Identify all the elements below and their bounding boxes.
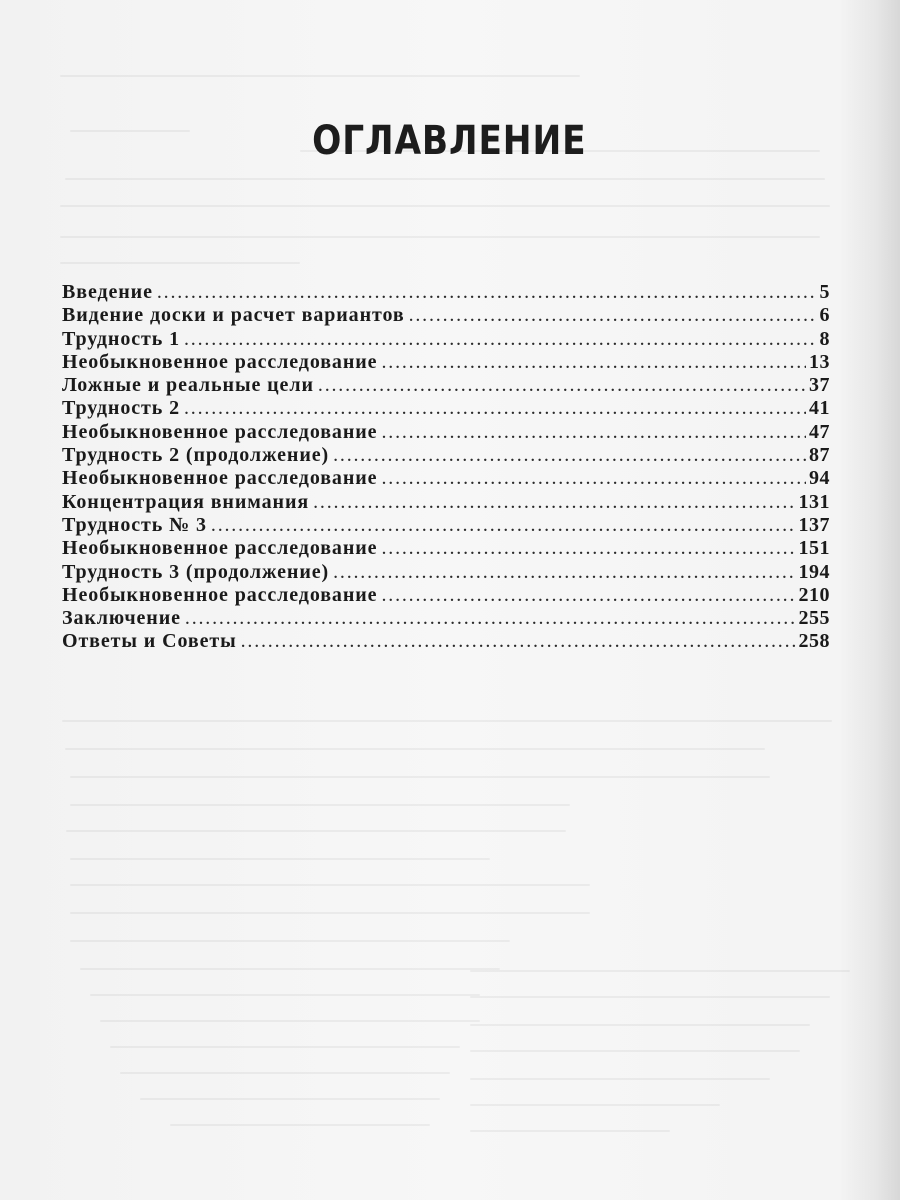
toc-page-number: 47: [809, 420, 830, 443]
toc-page-number: 258: [798, 630, 830, 653]
bleed-through-line: [70, 804, 570, 806]
toc-leader-dots: [409, 304, 817, 327]
bleed-through-line: [470, 996, 830, 998]
bleed-through-line: [470, 1104, 720, 1106]
toc-entry-title: Трудность 3 (продолжение): [62, 560, 330, 583]
toc-entry: [62, 328, 830, 351]
toc-entry: [62, 351, 830, 374]
toc-page-number: 5: [819, 281, 830, 303]
toc-leader-dots: [381, 421, 806, 444]
toc-entry-title: Трудность 2 (продолжение): [62, 444, 330, 467]
toc-entry: [62, 607, 830, 630]
bleed-through-line: [470, 1050, 800, 1052]
toc-entry: [62, 491, 830, 514]
bleed-through-line: [70, 884, 590, 886]
toc-entry: [62, 281, 830, 304]
toc-page-number: 94: [809, 467, 830, 490]
bleed-through-line: [65, 748, 765, 750]
toc-entry: [62, 584, 830, 607]
toc-leader-dots: [381, 584, 795, 607]
toc-leader-dots: [381, 351, 806, 374]
toc-leader-dots: [157, 281, 817, 304]
toc-entry-title: Необыкновенное расследование: [62, 420, 378, 443]
bleed-through-line: [70, 940, 510, 942]
bleed-through-line: [170, 1124, 430, 1126]
bleed-through-line: [470, 1130, 670, 1132]
toc-page-number: 8: [819, 327, 830, 350]
bleed-through-line: [65, 178, 825, 180]
bleed-through-line: [66, 830, 566, 832]
bleed-through-line: [60, 262, 300, 264]
toc-leader-dots: [184, 397, 806, 420]
toc-page-number: 255: [798, 607, 830, 630]
toc-entry-title: Необыкновенное расследование: [62, 583, 378, 606]
toc-entry: [62, 537, 830, 560]
toc-entry-title: Трудность 2: [62, 397, 180, 420]
toc-entry-title: Трудность № 3: [62, 513, 207, 536]
page-edge-shadow: [840, 0, 900, 1200]
toc-entry: [62, 304, 830, 327]
toc-leader-dots: [211, 514, 796, 537]
toc-entry-title: Видение доски и расчет вариантов: [62, 304, 405, 327]
toc-leader-dots: [185, 607, 796, 630]
toc-page-number: 194: [798, 560, 830, 583]
bleed-through-line: [70, 776, 770, 778]
toc-page-number: 131: [798, 490, 830, 513]
bleed-through-line: [100, 1020, 480, 1022]
page-title: ОГЛАВЛЕНИЕ: [312, 118, 587, 164]
bleed-through-line: [470, 1024, 810, 1026]
toc-entry-title: Ложные и реальные цели: [62, 374, 314, 397]
toc-page-number: 37: [809, 374, 830, 397]
toc-leader-dots: [241, 630, 796, 653]
bleed-through-line: [70, 858, 490, 860]
bleed-through-line: [60, 75, 580, 77]
bleed-through-line: [90, 994, 480, 996]
toc-entry-title: Трудность 1: [62, 327, 180, 350]
toc-page-number: 151: [798, 537, 830, 560]
toc-entry: [62, 397, 830, 420]
toc-page-number: 137: [798, 513, 830, 536]
toc-entry-title: Необыкновенное расследование: [62, 537, 378, 560]
toc-entry: [62, 374, 830, 397]
toc-leader-dots: [333, 444, 806, 467]
toc-entry: [62, 421, 830, 444]
toc-page-number: 210: [798, 583, 830, 606]
toc-page-number: 41: [809, 397, 830, 420]
toc-leader-dots: [313, 491, 795, 514]
bleed-through-line: [60, 205, 830, 207]
toc-entry: [62, 630, 830, 653]
table-of-contents: [62, 281, 830, 654]
toc-entry: [62, 467, 830, 490]
toc-page-number: 13: [809, 350, 830, 373]
toc-entry: [62, 561, 830, 584]
toc-leader-dots: [333, 561, 795, 584]
toc-leader-dots: [381, 537, 795, 560]
toc-leader-dots: [381, 467, 806, 490]
toc-entry: [62, 514, 830, 537]
toc-leader-dots: [318, 374, 806, 397]
toc-leader-dots: [184, 328, 817, 351]
bleed-through-line: [120, 1072, 450, 1074]
toc-page-number: 6: [819, 304, 830, 327]
toc-entry-title: Необыкновенное расследование: [62, 467, 378, 490]
bleed-through-line: [60, 236, 820, 238]
toc-entry-title: Введение: [62, 281, 153, 303]
bleed-through-line: [80, 968, 500, 970]
toc-page-number: 87: [809, 444, 830, 467]
bleed-through-line: [470, 970, 850, 972]
bleed-through-line: [470, 1078, 770, 1080]
toc-entry-title: Заключение: [62, 607, 181, 630]
toc-entry-title: Необыкновенное расследование: [62, 350, 378, 373]
toc-entry-title: Ответы и Советы: [62, 630, 237, 653]
toc-entry: [62, 444, 830, 467]
bleed-through-line: [140, 1098, 440, 1100]
bleed-through-line: [70, 912, 590, 914]
toc-entry-title: Концентрация внимания: [62, 490, 310, 513]
bleed-through-line: [62, 720, 832, 722]
bleed-through-line: [110, 1046, 460, 1048]
